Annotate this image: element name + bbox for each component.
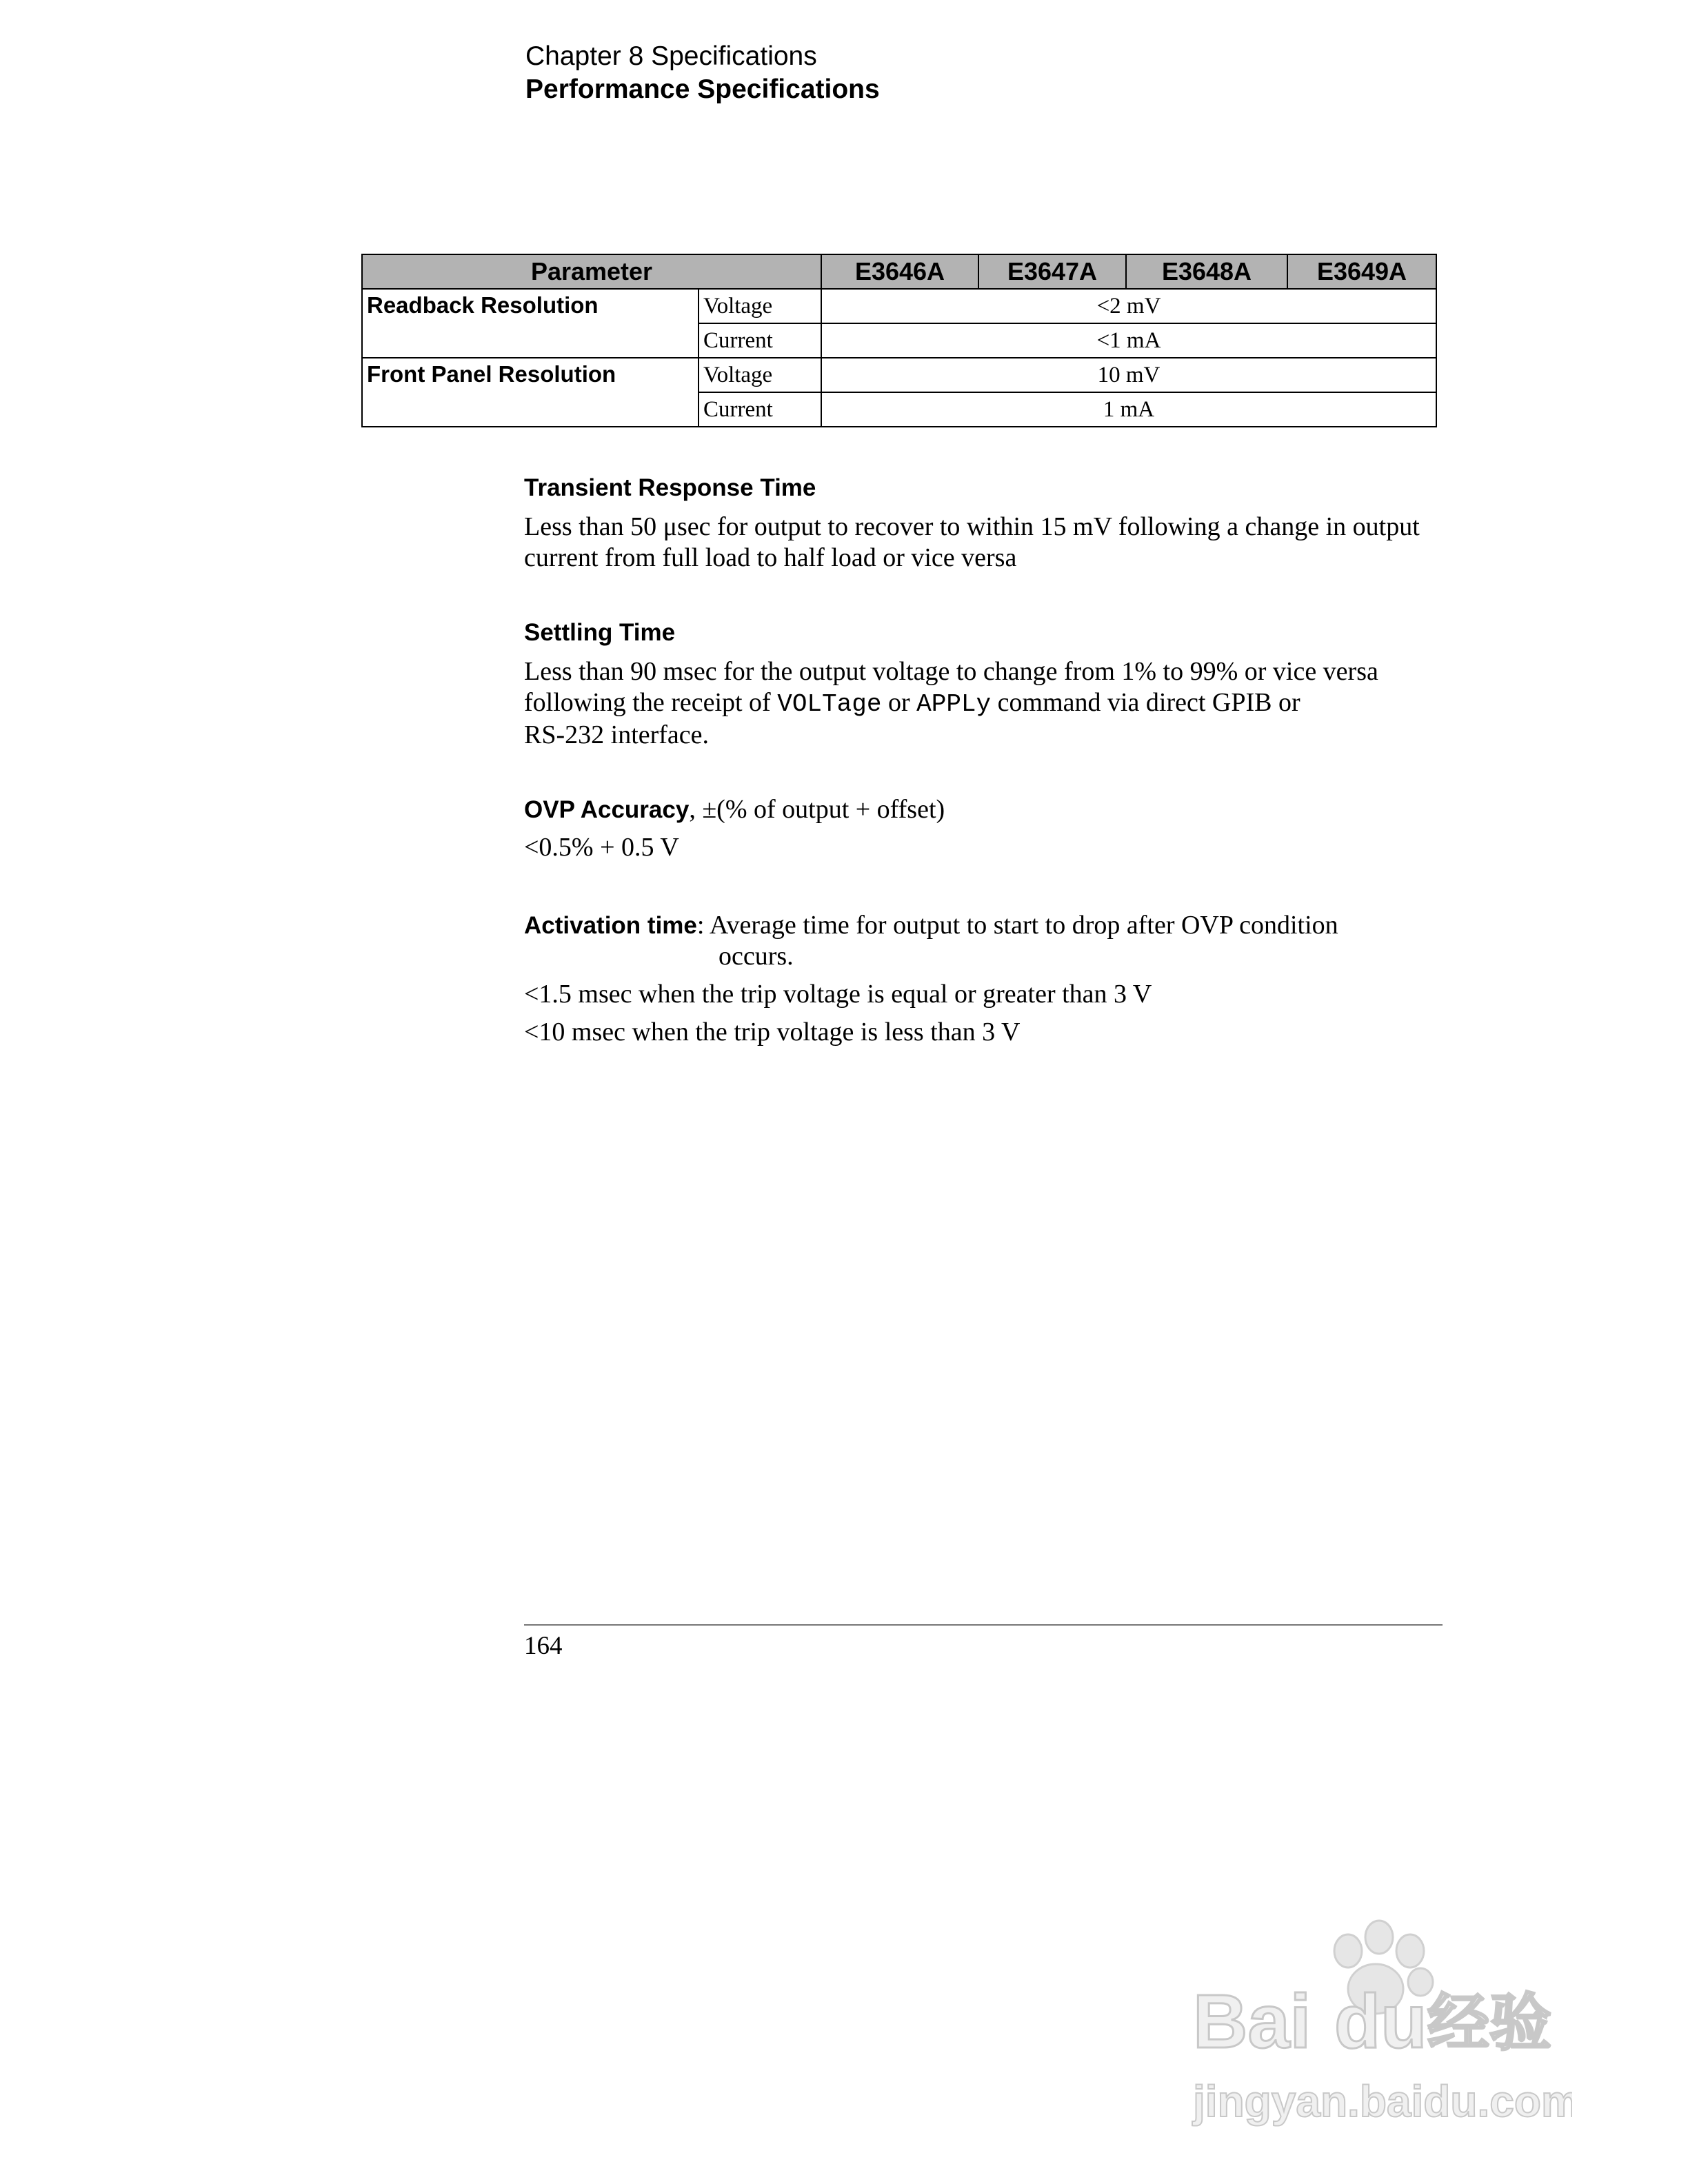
value-cell: <1 mA: [821, 323, 1436, 358]
settling-text-post: command via direct GPIB or: [991, 688, 1300, 717]
watermark-url: jingyan.baidu.com: [1193, 2076, 1572, 2126]
chapter-title: Chapter 8 Specifications: [525, 41, 817, 71]
table-row: [362, 289, 1436, 323]
value-cell: 10 mV: [821, 358, 1436, 392]
footer-rule: [524, 1624, 1443, 1626]
activation-desc-2: occurs.: [719, 942, 794, 971]
sub-voltage: Voltage: [699, 358, 821, 392]
transient-response-section: [524, 473, 1448, 574]
watermark-brand: Bai: [1193, 1979, 1312, 2064]
settling-text-mid: or: [881, 688, 917, 717]
page-number: 164: [524, 1632, 563, 1660]
voltage-command: VOLTage: [777, 690, 882, 718]
settling-text-line-3: RS-232 interface.: [524, 720, 710, 749]
spec-table: [361, 254, 1437, 427]
watermark-cn: 经验: [1427, 1987, 1551, 2059]
ovp-heading-line: [524, 794, 1448, 825]
settling-text-line-1: Less than 90 msec for the output voltage to change from 1% to 99% or vice versa: [524, 657, 1378, 686]
ovp-suffix: , ±(% of output + offset): [689, 795, 945, 824]
activation-heading: Activation time: [524, 912, 697, 939]
settling-text-line-2: [524, 687, 1448, 720]
header-e3647a: E3647A: [978, 254, 1126, 289]
header-e3646a: E3646A: [821, 254, 978, 289]
transient-text-line-2: current from full load to half load or vice versa: [524, 543, 1017, 572]
sub-current: Current: [699, 323, 821, 358]
paw-icon: [1186, 1910, 1572, 2137]
activation-desc-1: : Average time for output to start to drop after OVP condition: [696, 911, 1338, 940]
activation-time-section: [524, 910, 1448, 1048]
value-cell: <2 mV: [821, 289, 1436, 323]
header-parameter: Parameter: [362, 254, 821, 289]
activation-item-1: <1.5 msec when the trip voltage is equal or greater than 3 V: [524, 980, 1152, 1009]
transient-text-line-1: Less than 50 μsec for output to recover to within 15 mV following a change in output: [524, 512, 1420, 541]
header-e3649a: E3649A: [1287, 254, 1436, 289]
apply-command: APPLy: [916, 690, 992, 718]
settling-text-pre: following the receipt of: [524, 688, 778, 717]
param-front-panel-resolution: Front Panel Resolution: [362, 358, 699, 427]
header-e3648a: E3648A: [1126, 254, 1287, 289]
param-readback-resolution: Readback Resolution: [362, 289, 699, 358]
table-header-row: [362, 254, 1436, 289]
settling-time-section: [524, 618, 1448, 751]
section-title: Performance Specifications: [525, 74, 880, 104]
activation-item-2: <10 msec when the trip voltage is less than 3 V: [524, 1018, 1021, 1046]
sub-current: Current: [699, 392, 821, 427]
transient-heading: Transient Response Time: [524, 474, 816, 501]
baidu-watermark: [1186, 1910, 1572, 2137]
ovp-heading: OVP Accuracy: [524, 796, 690, 823]
ovp-value: <0.5% + 0.5 V: [524, 833, 679, 862]
activation-heading-line: [524, 910, 1448, 941]
ovp-accuracy-section: [524, 794, 1448, 863]
settling-heading: Settling Time: [524, 619, 676, 646]
watermark-brand-2: du: [1334, 1979, 1427, 2064]
page-header: [525, 40, 880, 106]
sub-voltage: Voltage: [699, 289, 821, 323]
table-row: [362, 358, 1436, 392]
value-cell: 1 mA: [821, 392, 1436, 427]
